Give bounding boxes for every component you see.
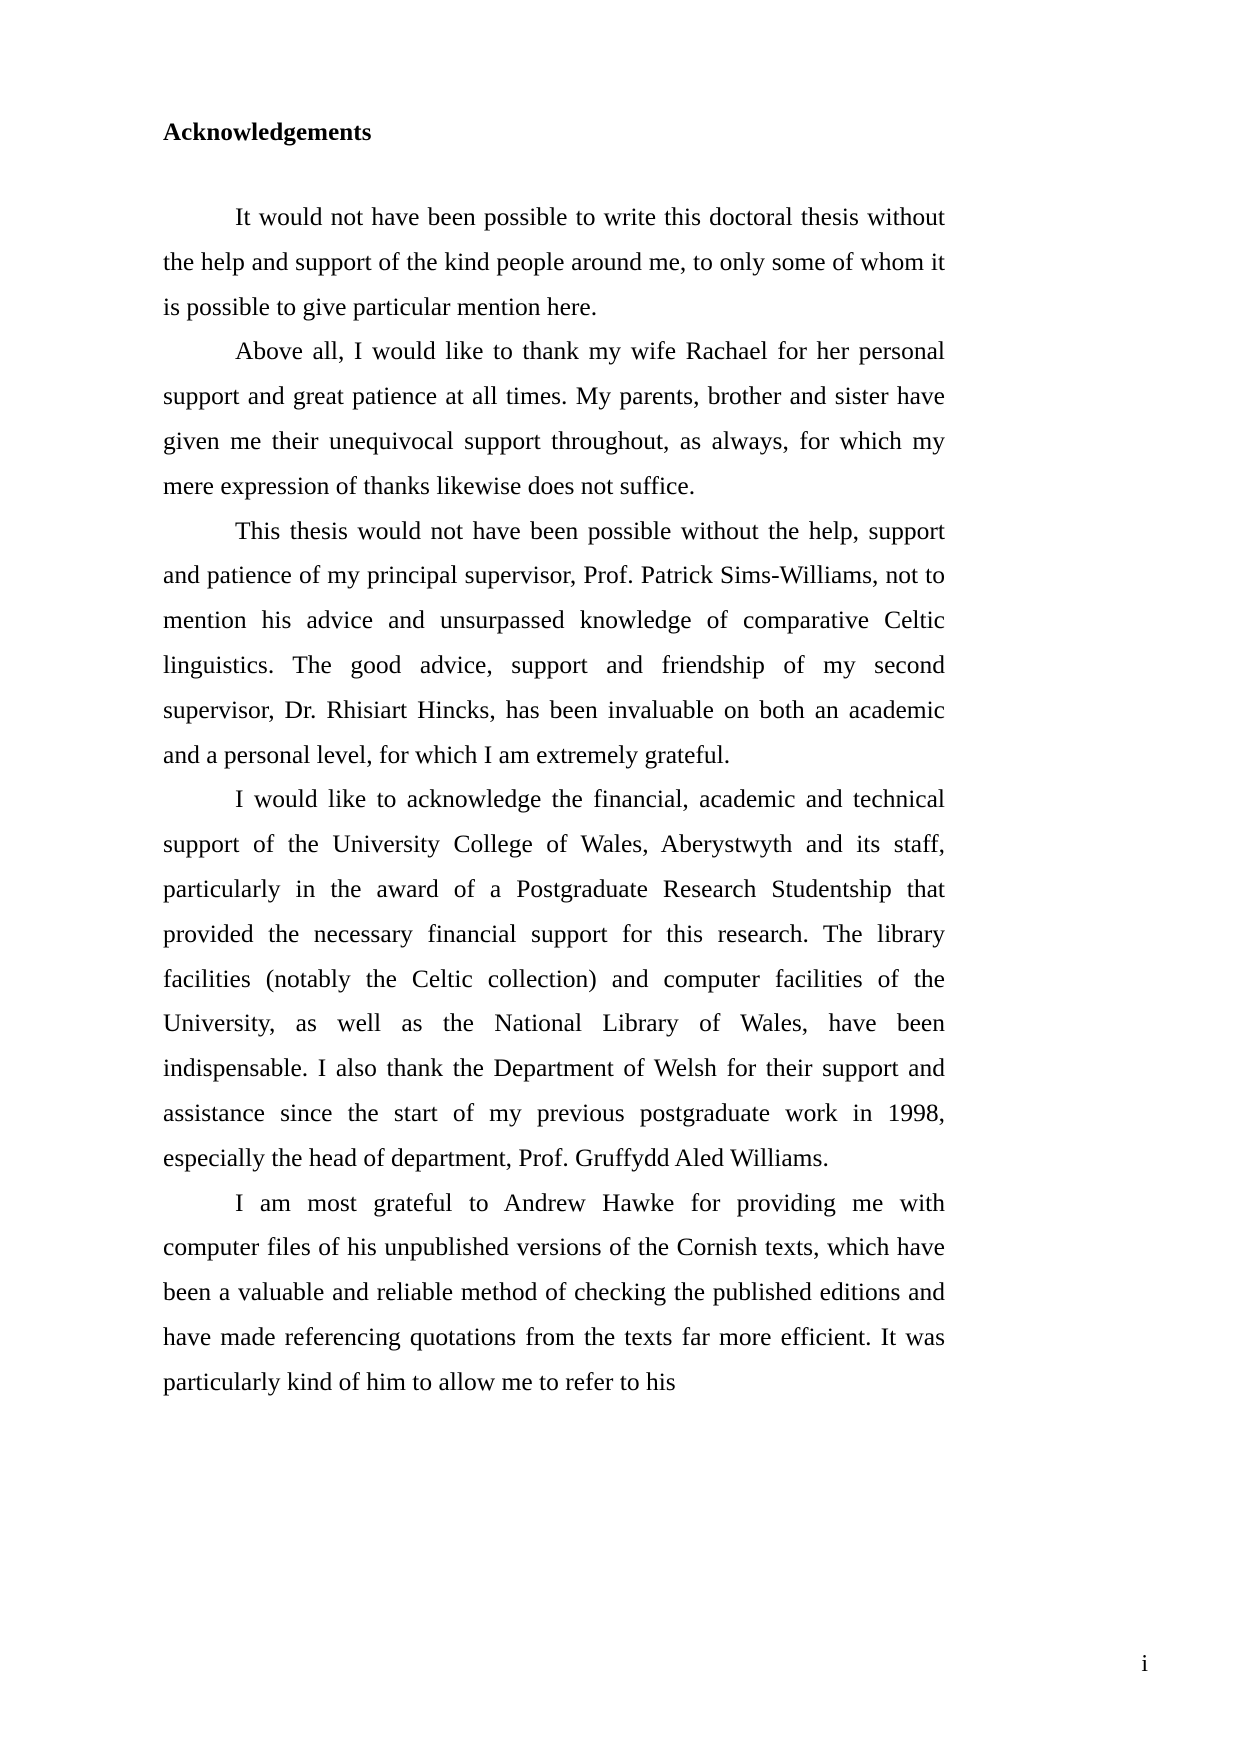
paragraph-2: Above all, I would like to thank my wife Rachael for her personal support and great patience at all times. My parents, brother and sister have given me their unequivocal support throughout, as always, for which my mere expression of thanks likewise does not suffice.	[163, 336, 945, 500]
body-text	[163, 195, 945, 1405]
page-number: i	[1141, 1651, 1148, 1677]
page-content	[163, 118, 945, 1405]
paragraph-4: I would like to acknowledge the financial, academic and technical support of the University College of Wales, Aberystwyth and its staff, particularly in the award of a Postgraduate Research Studentship that provided the necessary financial support for this research. The library facilities (notably the Celtic collection) and computer facilities of the University, as well as the National Library of Wales, have been indispensable. I also thank the Department of Welsh for their support and assistance since the start of my previous postgraduate work in 1998, especially the head of department, Prof. Gruffydd Aled Williams.	[163, 784, 945, 1172]
paragraph-3: This thesis would not have been possible without the help, support and patience of my principal supervisor, Prof. Patrick Sims-Williams, not to mention his advice and unsurpassed knowledge of comparative Celtic linguistics. The good advice, support and friendship of my second supervisor, Dr. Rhisiart Hincks, has been invaluable on both an academic and a personal level, for which I am extremely grateful.	[163, 515, 945, 769]
paragraph-5: I am most grateful to Andrew Hawke for providing me with computer files of his unpublished versions of the Cornish texts, which have been a valuable and reliable method of checking the published editions and have made referencing quotations from the texts far more efficient. It was particularly kind of him to allow me to refer to his	[163, 1187, 945, 1396]
page-title: Acknowledgements	[163, 119, 372, 146]
paragraph-1: It would not have been possible to write this doctoral thesis without the help and support of the kind people around me, to only some of whom it is possible to give particular mention here.	[163, 202, 945, 321]
